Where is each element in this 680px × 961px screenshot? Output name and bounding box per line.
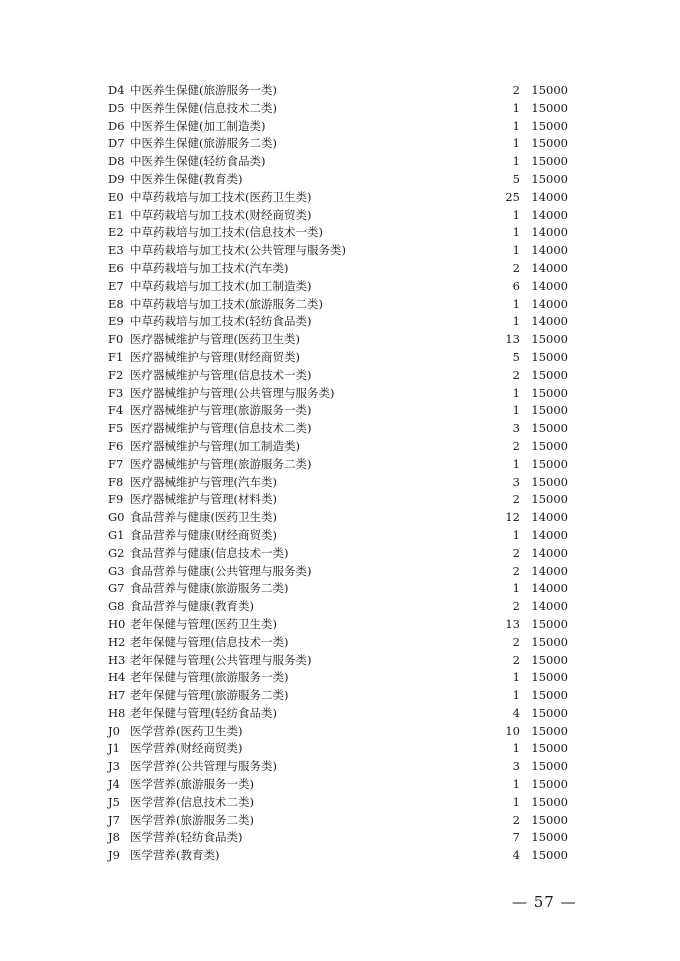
row-count: 7 [512,830,520,845]
row-major-name: 医疗器械维护与管理(加工制造类) [130,438,300,453]
table-row [108,563,568,581]
table-row [108,331,568,349]
row-major-name: 老年保健与管理(医药卫生类) [130,616,277,631]
row-count: 2 [512,260,520,275]
row-major-name: 老年保健与管理(轻纺食品类) [130,705,277,720]
row-amount: 15000 [531,794,568,809]
row-code: F7 [108,456,124,471]
row-major-name: 食品营养与健康(公共管理与服务类) [130,563,312,578]
row-major-name: 医学营养(教育类) [130,848,220,863]
row-major-name: 老年保健与管理(旅游服务一类) [130,670,289,685]
row-amount: 15000 [531,848,568,863]
table-row [108,580,568,598]
row-code: D6 [108,118,125,133]
row-amount: 14000 [531,314,568,329]
row-code: G8 [108,599,125,614]
row-amount: 14000 [531,563,568,578]
row-amount: 14000 [531,278,568,293]
row-count: 10 [505,723,520,738]
row-count: 5 [512,171,520,186]
row-code: F2 [108,367,124,382]
row-count: 3 [512,474,520,489]
row-amount: 15000 [531,154,568,169]
row-count: 5 [512,349,520,364]
row-major-name: 医疗器械维护与管理(信息技术一类) [130,367,312,382]
row-code: H8 [108,705,126,720]
row-count: 2 [512,367,520,382]
row-major-name: 中草药栽培与加工技术(财经商贸类) [130,207,312,222]
row-count: 1 [512,207,520,222]
table-row [108,153,568,171]
row-count: 1 [512,527,520,542]
row-code: E7 [108,278,124,293]
row-count: 1 [512,670,520,685]
row-major-name: 中医养生保健(轻纺食品类) [130,154,266,169]
row-amount: 15000 [531,812,568,827]
row-count: 25 [505,189,520,204]
row-major-name: 食品营养与健康(医药卫生类) [130,510,277,525]
row-count: 2 [512,599,520,614]
table-row [108,349,568,367]
row-major-name: 中草药栽培与加工技术(公共管理与服务类) [130,243,346,258]
row-major-name: 医学营养(旅游服务一类) [130,777,254,792]
row-amount: 15000 [531,118,568,133]
row-major-name: 中草药栽培与加工技术(旅游服务二类) [130,296,323,311]
row-amount: 14000 [531,225,568,240]
row-amount: 14000 [531,527,568,542]
row-amount: 15000 [531,670,568,685]
table-row [108,171,568,189]
row-code: J0 [108,723,120,738]
row-amount: 15000 [531,171,568,186]
table-row [108,278,568,296]
row-code: F4 [108,403,124,418]
row-amount: 14000 [531,545,568,560]
row-amount: 15000 [531,100,568,115]
row-major-name: 中医养生保健(信息技术二类) [130,100,277,115]
table-row [108,242,568,260]
row-major-name: 医学营养(轻纺食品类) [130,830,243,845]
row-amount: 15000 [531,652,568,667]
row-count: 1 [512,688,520,703]
row-count: 2 [512,545,520,560]
row-code: G1 [108,527,125,542]
row-code: H0 [108,616,126,631]
row-amount: 14000 [531,581,568,596]
row-count: 1 [512,385,520,400]
row-code: D7 [108,136,125,151]
enrollment-table [108,82,568,865]
row-major-name: 老年保健与管理(信息技术一类) [130,634,289,649]
table-row [108,260,568,278]
row-amount: 14000 [531,510,568,525]
row-count: 2 [512,634,520,649]
row-amount: 15000 [531,367,568,382]
row-major-name: 中草药栽培与加工技术(信息技术一类) [130,225,323,240]
row-code: E3 [108,243,124,258]
row-amount: 14000 [531,243,568,258]
row-code: F3 [108,385,124,400]
row-count: 1 [512,794,520,809]
table-row [108,758,568,776]
row-amount: 15000 [531,349,568,364]
row-amount: 15000 [531,456,568,471]
table-row [108,118,568,136]
row-count: 1 [512,243,520,258]
row-amount: 14000 [531,260,568,275]
row-major-name: 医学营养(财经商贸类) [130,741,243,756]
row-amount: 15000 [531,136,568,151]
row-major-name: 医疗器械维护与管理(财经商贸类) [130,349,300,364]
row-major-name: 医学营养(公共管理与服务类) [130,759,277,774]
table-row [108,189,568,207]
table-row [108,527,568,545]
row-count: 1 [512,100,520,115]
row-amount: 15000 [531,421,568,436]
table-row [108,723,568,741]
table-row [108,509,568,527]
row-count: 1 [512,118,520,133]
row-amount: 15000 [531,492,568,507]
row-major-name: 老年保健与管理(旅游服务二类) [130,688,289,703]
row-count: 4 [512,848,520,863]
row-major-name: 医疗器械维护与管理(旅游服务一类) [130,403,312,418]
row-code: J8 [108,830,120,845]
row-major-name: 食品营养与健康(财经商贸类) [130,527,277,542]
row-count: 1 [512,741,520,756]
table-row [108,545,568,563]
row-code: G7 [108,581,125,596]
row-code: F5 [108,421,124,436]
row-major-name: 中草药栽培与加工技术(轻纺食品类) [130,314,312,329]
row-count: 2 [512,492,520,507]
table-row [108,438,568,456]
row-count: 2 [512,652,520,667]
row-count: 12 [505,510,520,525]
row-major-name: 医疗器械维护与管理(旅游服务二类) [130,456,312,471]
row-code: E9 [108,314,124,329]
row-amount: 15000 [531,688,568,703]
row-count: 1 [512,136,520,151]
table-row [108,420,568,438]
row-amount: 15000 [531,332,568,347]
row-code: J9 [108,848,120,863]
row-major-name: 医学营养(医药卫生类) [130,723,243,738]
row-major-name: 老年保健与管理(公共管理与服务类) [130,652,312,667]
row-count: 6 [512,278,520,293]
row-amount: 14000 [531,296,568,311]
row-major-name: 中医养生保健(教育类) [130,171,243,186]
row-count: 1 [512,296,520,311]
table-row [108,847,568,865]
table-row [108,669,568,687]
table-row [108,829,568,847]
row-count: 1 [512,314,520,329]
table-row [108,100,568,118]
row-count: 2 [512,83,520,97]
row-major-name: 食品营养与健康(信息技术一类) [130,545,289,560]
table-row [108,456,568,474]
row-code: G0 [108,510,125,525]
row-amount: 14000 [531,207,568,222]
row-code: F6 [108,438,124,453]
row-amount: 15000 [531,403,568,418]
row-code: H2 [108,634,126,649]
row-count: 1 [512,581,520,596]
row-amount: 15000 [531,83,568,97]
table-row [108,812,568,830]
page-number: — 57 — [512,893,577,911]
row-amount: 14000 [531,189,568,204]
row-code: H4 [108,670,126,685]
table-row [108,313,568,331]
row-code: F9 [108,492,124,507]
row-code: H3 [108,652,126,667]
table-row [108,135,568,153]
row-code: E2 [108,225,124,240]
table-row [108,82,568,100]
table-row [108,598,568,616]
row-count: 2 [512,563,520,578]
row-code: F8 [108,474,124,489]
row-count: 1 [512,456,520,471]
row-code: D8 [108,154,125,169]
row-count: 4 [512,705,520,720]
row-code: F0 [108,332,124,347]
row-code: D4 [108,83,125,97]
row-major-name: 医学营养(信息技术二类) [130,794,254,809]
table-row [108,794,568,812]
row-amount: 15000 [531,705,568,720]
row-count: 3 [512,759,520,774]
row-count: 2 [512,812,520,827]
table-row [108,367,568,385]
row-major-name: 食品营养与健康(教育类) [130,599,254,614]
row-code: E6 [108,260,124,275]
row-amount: 14000 [531,599,568,614]
row-major-name: 食品营养与健康(旅游服务二类) [130,581,289,596]
table-row [108,740,568,758]
table-row [108,705,568,723]
row-major-name: 医疗器械维护与管理(医药卫生类) [130,332,300,347]
row-code: G2 [108,545,125,560]
table-row [108,402,568,420]
row-major-name: 医疗器械维护与管理(汽车类) [130,474,277,489]
row-code: J4 [108,777,120,792]
table-row [108,634,568,652]
table-row [108,385,568,403]
row-code: E0 [108,189,124,204]
table-row [108,776,568,794]
row-code: F1 [108,349,124,364]
table-row [108,207,568,225]
row-count: 13 [505,332,520,347]
row-count: 2 [512,438,520,453]
table-row [108,296,568,314]
row-amount: 15000 [531,723,568,738]
row-count: 13 [505,616,520,631]
table-row [108,652,568,670]
row-amount: 15000 [531,616,568,631]
row-count: 1 [512,154,520,169]
row-code: E1 [108,207,124,222]
row-count: 1 [512,225,520,240]
row-code: D5 [108,100,125,115]
row-amount: 15000 [531,759,568,774]
row-count: 1 [512,777,520,792]
row-major-name: 医疗器械维护与管理(公共管理与服务类) [130,385,335,400]
row-code: G3 [108,563,125,578]
row-amount: 15000 [531,474,568,489]
row-major-name: 中草药栽培与加工技术(医药卫生类) [130,189,312,204]
table-row [108,224,568,242]
row-amount: 15000 [531,830,568,845]
table-row [108,616,568,634]
row-code: J7 [108,812,120,827]
row-major-name: 医疗器械维护与管理(材料类) [130,492,277,507]
row-amount: 15000 [531,385,568,400]
row-major-name: 中医养生保健(加工制造类) [130,118,266,133]
row-count: 1 [512,403,520,418]
row-major-name: 医学营养(旅游服务二类) [130,812,254,827]
row-amount: 15000 [531,634,568,649]
row-major-name: 中草药栽培与加工技术(加工制造类) [130,278,312,293]
row-code: H7 [108,688,126,703]
row-code: J5 [108,794,120,809]
row-code: J1 [108,741,120,756]
row-code: D9 [108,171,125,186]
row-amount: 15000 [531,741,568,756]
table-row [108,687,568,705]
row-amount: 15000 [531,777,568,792]
row-major-name: 中草药栽培与加工技术(汽车类) [130,260,289,275]
table-row [108,491,568,509]
table-row [108,474,568,492]
row-major-name: 中医养生保健(旅游服务二类) [130,136,277,151]
row-amount: 15000 [531,438,568,453]
row-major-name: 中医养生保健(旅游服务一类) [130,83,277,97]
row-major-name: 医疗器械维护与管理(信息技术二类) [130,421,312,436]
row-code: J3 [108,759,120,774]
row-count: 3 [512,421,520,436]
row-code: E8 [108,296,124,311]
